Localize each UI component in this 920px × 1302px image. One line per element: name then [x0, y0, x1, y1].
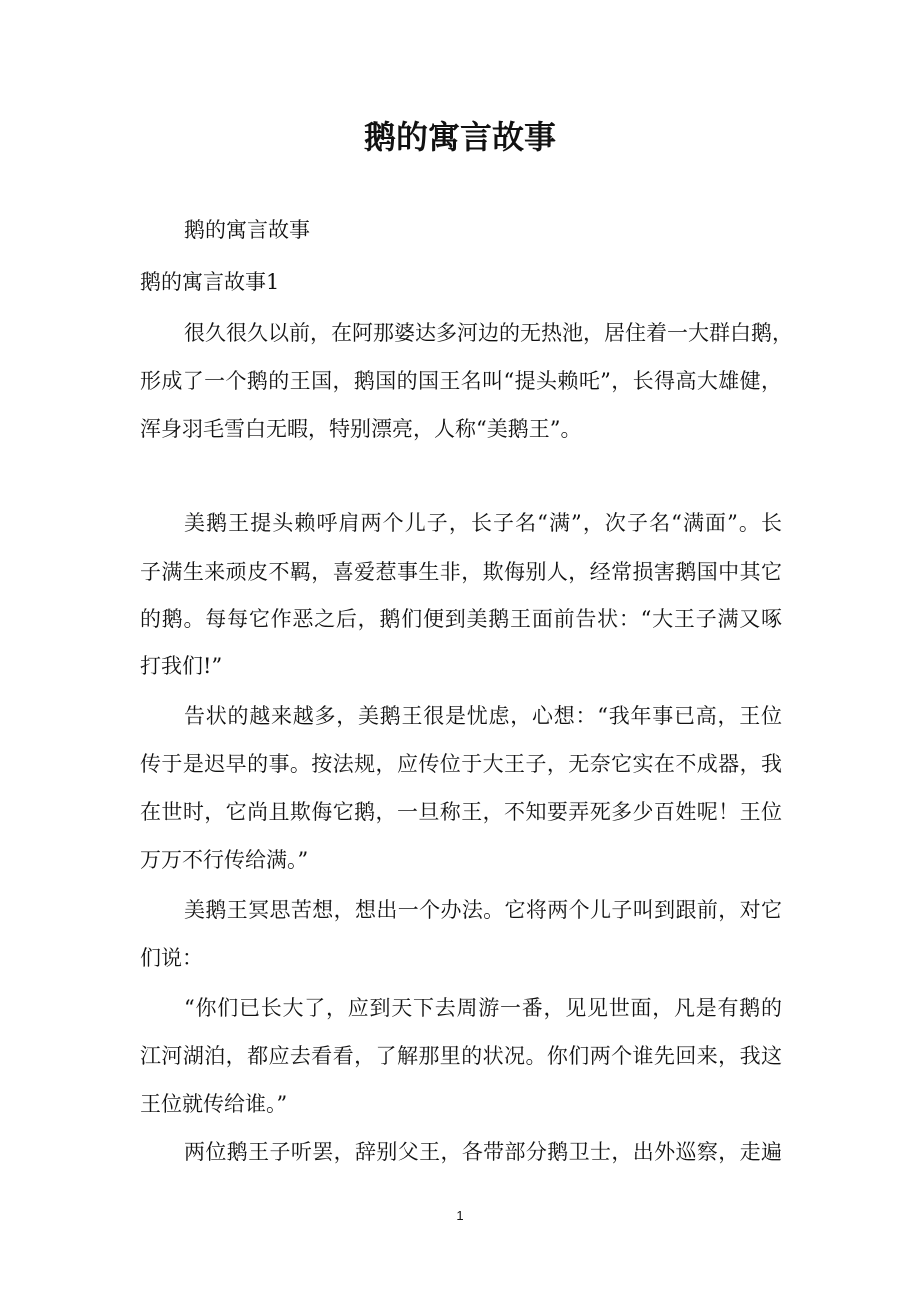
text-line: 在世时，它尚且欺侮它鹅，一旦称王，不知要弄死多少百姓呢！王位: [140, 800, 782, 824]
text-line: 两位鹅王子听罢，辞别父王，各带部分鹅卫士，出外巡察，走遍: [184, 1140, 782, 1164]
text-line: 鹅的寓言故事: [184, 218, 310, 242]
page-number: 1: [456, 1208, 464, 1223]
text-line: 江河湖泊，都应去看看，了解那里的状况。你们两个谁先回来，我这: [140, 1044, 782, 1068]
text-line: 美鹅王冥思苦想，想出一个办法。它将两个儿子叫到跟前，对它: [184, 898, 782, 922]
text-line: 万万不行传给满。”: [140, 848, 309, 872]
text-line: 鹅的寓言故事1: [140, 270, 280, 294]
text-line: “你们已长大了，应到天下去周游一番，见见世面，凡是有鹅的: [184, 996, 782, 1020]
text-line: 子满生来顽皮不羁，喜爱惹事生非，欺侮别人，经常损害鹅国中其它: [140, 560, 782, 584]
text-line: 王位就传给谁。”: [140, 1092, 288, 1116]
text-line: 的鹅。每每它作恶之后，鹅们便到美鹅王面前告状：“大王子满又啄: [140, 607, 782, 631]
text-line: 传于是迟早的事。按法规，应传位于大王子，无奈它实在不成器，我: [140, 752, 782, 776]
text-line: 告状的越来越多，美鹅王很是忧虑，心想：“我年事已高，王位: [184, 704, 782, 728]
text-line: 很久很久以前，在阿那婆达多河边的无热池，居住着一大群白鹅，: [184, 321, 793, 345]
text-line: 们说：: [140, 946, 203, 970]
text-line: 打我们!”: [140, 654, 223, 678]
document-title: 鹅的寓言故事: [363, 118, 556, 156]
text-line: 美鹅王提头赖呼肩两个儿子，长子名“满”，次子名“满面”。长: [184, 511, 782, 535]
text-line: 形成了一个鹅的王国，鹅国的国王名叫“提头赖吒”，长得高大雄健，: [140, 369, 782, 393]
text-line: 浑身羽毛雪白无暇，特别漂亮，人称“美鹅王”。: [140, 417, 582, 441]
